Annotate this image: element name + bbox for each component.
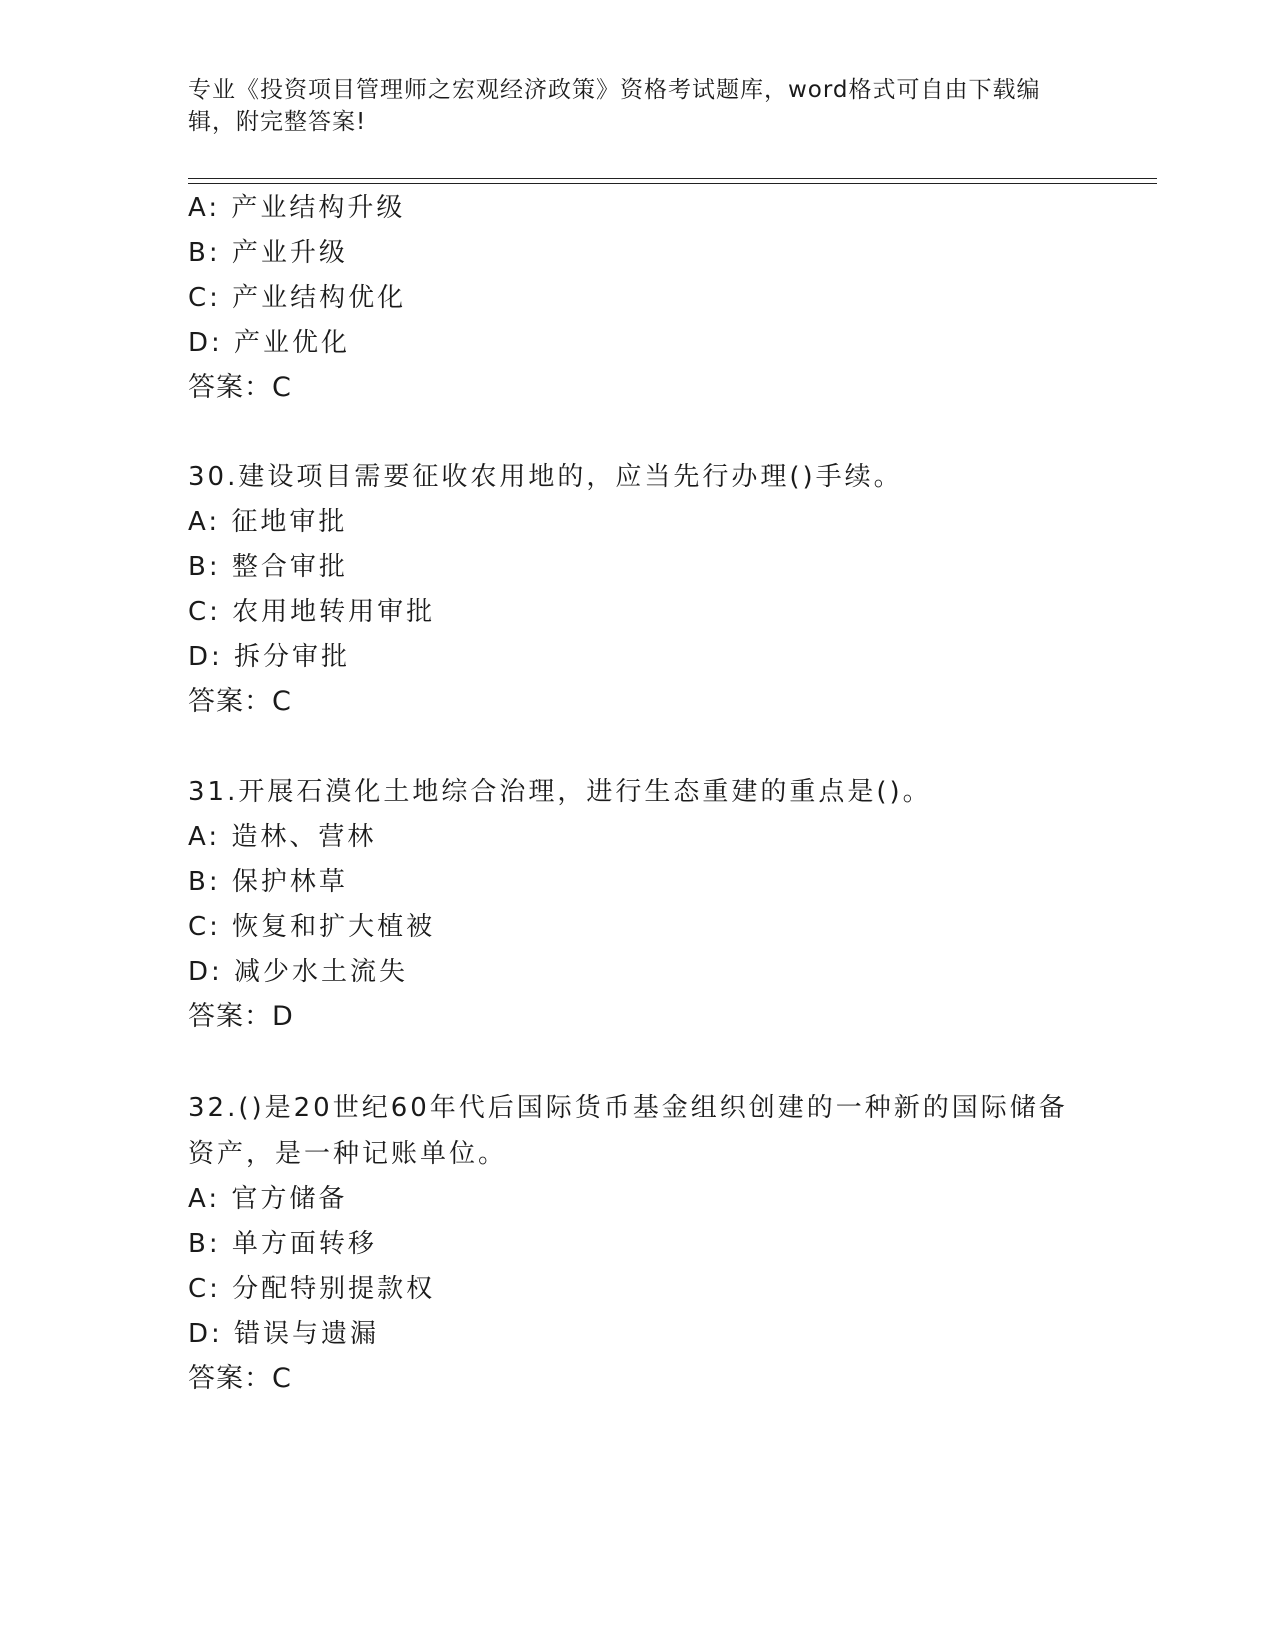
q32-option-d: D: 错误与遗漏 — [188, 1319, 380, 1349]
q30-option-c: C: 农用地转用审批 — [188, 597, 436, 627]
q31-option-c: C: 恢复和扩大植被 — [188, 912, 436, 942]
q31-option-b: B: 保护林草 — [188, 867, 348, 897]
q31-option-d: D: 减少水土流失 — [188, 957, 409, 987]
q32-option-b: B: 单方面转移 — [188, 1229, 377, 1259]
q30-option-b: B: 整合审批 — [188, 552, 348, 582]
q32-option-a: A: 官方储备 — [188, 1184, 348, 1214]
document-header: 专业《投资项目管理师之宏观经济政策》资格考试题库，word格式可自由下载编辑，附完整答案! — [188, 77, 1041, 135]
q31-answer: 答案：D — [188, 1001, 294, 1032]
q32-answer: 答案：C — [188, 1363, 292, 1394]
q29-option-b: B: 产业升级 — [188, 238, 348, 268]
header-divider-bottom — [188, 183, 1157, 184]
q29-answer: 答案：C — [188, 372, 292, 403]
q31-option-a: A: 造林、营林 — [188, 822, 377, 852]
q29-option-d: D: 产业优化 — [188, 328, 351, 358]
header-divider-top — [188, 178, 1157, 179]
q30-question: 30.建设项目需要征收农用地的，应当先行办理()手续。 — [188, 462, 903, 492]
q30-option-a: A: 征地审批 — [188, 507, 348, 537]
q32-option-c: C: 分配特别提款权 — [188, 1274, 436, 1304]
q31-question: 31.开展石漠化土地综合治理，进行生态重建的重点是()。 — [188, 777, 932, 807]
q29-option-c: C: 产业结构优化 — [188, 283, 407, 313]
q30-option-d: D: 拆分审批 — [188, 642, 351, 672]
q32-question: 32.()是20世纪60年代后国际货币基金组织创建的一种新的国际储备资产，是一种记账单位。 — [188, 1093, 1068, 1169]
q29-option-a: A: 产业结构升级 — [188, 193, 406, 223]
q30-answer: 答案：C — [188, 686, 292, 717]
